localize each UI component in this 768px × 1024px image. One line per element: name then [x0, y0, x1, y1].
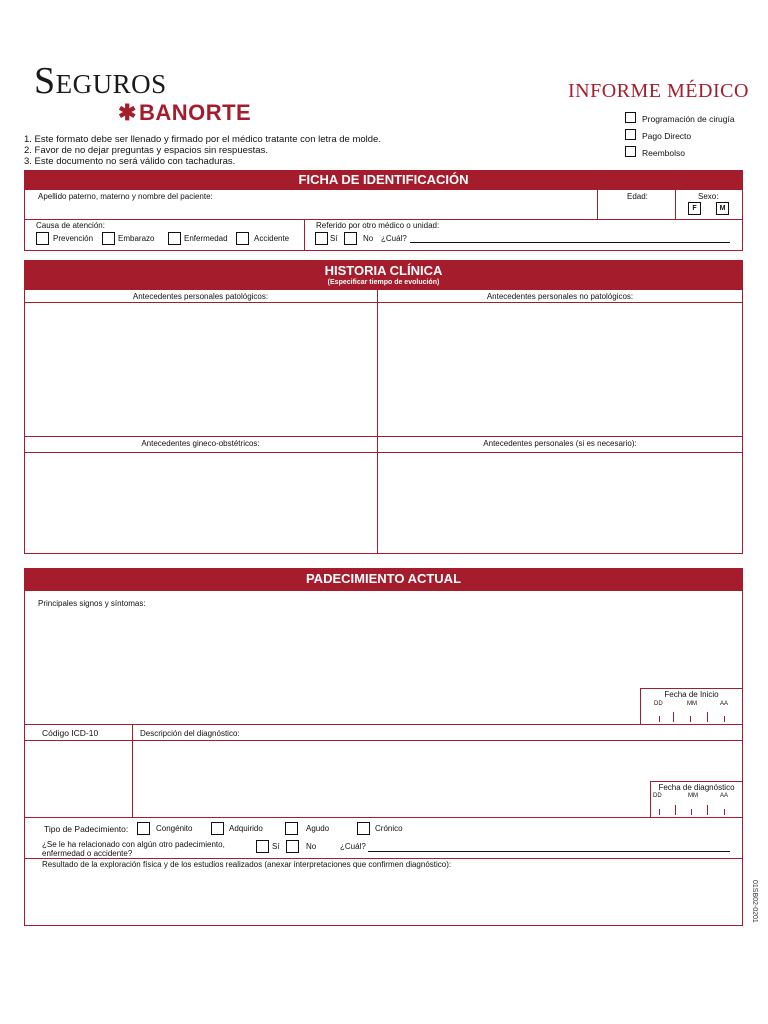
padecimiento-header: PADECIMIENTO ACTUAL: [24, 568, 743, 590]
fecha-inicio-dd: DD: [654, 701, 663, 707]
adquirido-label: Adquirido: [229, 824, 263, 833]
fecha-diag-dd: DD: [653, 793, 662, 799]
icd-field[interactable]: [26, 742, 130, 815]
fecha-inicio-box-top: [640, 688, 743, 689]
referido-si-checkbox[interactable]: [315, 232, 328, 245]
reembolso-checkbox[interactable]: [625, 146, 636, 157]
sexo-m-box[interactable]: M: [716, 202, 729, 215]
historia-header: [24, 260, 743, 289]
padecimiento-row-line-4: [24, 858, 743, 859]
referido-no-checkbox[interactable]: [344, 232, 357, 245]
fecha-inicio-field[interactable]: [645, 708, 739, 722]
relacionado-label: [42, 840, 225, 858]
prevencion-label: Prevención: [53, 234, 94, 243]
ap-patologicos-field[interactable]: [26, 304, 375, 434]
padecimiento-row-line-3: [24, 817, 743, 818]
enfermedad-checkbox[interactable]: [168, 232, 181, 245]
resultado-label: Resultado de la exploración física y de los estudios realizados (anexar interpretaciones que confirmen diagnóstico):: [42, 860, 452, 869]
historia-subtitle: (Especificar tiempo de evolución): [327, 279, 440, 286]
programacion-cirugia-label: Programación de cirugía: [642, 114, 735, 124]
fecha-inicio-mm: MM: [687, 701, 697, 707]
instruction-3: 3. Este documento no será válido con tachaduras.: [24, 156, 236, 167]
historia-row3-line: [24, 452, 743, 453]
adquirido-checkbox[interactable]: [211, 822, 224, 835]
instruction-1: 1. Este formato debe ser llenado y firmado por el médico tratante con letra de molde.: [24, 134, 381, 145]
instructions: [24, 134, 381, 167]
icd-label: Código ICD-10: [42, 728, 99, 738]
relacionado-cual-field[interactable]: [368, 851, 730, 852]
descripcion-label: Descripción del diagnóstico:: [140, 729, 240, 738]
fecha-diag-mm: MM: [688, 793, 698, 799]
referido-label: Referido por otro médico o unidad:: [316, 221, 440, 230]
referido-cual-label: ¿Cuál?: [381, 234, 407, 243]
congenito-label: Congénito: [156, 824, 193, 833]
embarazo-checkbox[interactable]: [102, 232, 115, 245]
relacionado-line-1: ¿Se le ha relacionado con algún otro padecimiento,: [42, 840, 225, 849]
document-title: INFORME MÉDICO: [568, 80, 749, 102]
historia-row1-line: [24, 302, 743, 303]
causa-label: Causa de atención:: [36, 221, 105, 230]
fecha-diagnostico-field[interactable]: [654, 800, 740, 814]
tipo-label: Tipo de Padecimiento:: [44, 824, 129, 834]
edad-field[interactable]: [605, 203, 669, 217]
seguros-wordmark: Seguros: [34, 60, 167, 102]
fecha-diagnostico-label: Fecha de diagnóstico: [658, 783, 735, 792]
pago-directo-checkbox[interactable]: [625, 129, 636, 140]
ap-no-patologicos-field[interactable]: [380, 304, 741, 434]
historia-row2-line: [24, 436, 743, 437]
relacionado-si-checkbox[interactable]: [256, 840, 269, 853]
referido-si-label: Sí: [330, 234, 338, 243]
banorte-mark-icon: ✱: [118, 100, 137, 125]
ap-necesario-label: Antecedentes personales (si es necesario):: [483, 439, 637, 448]
reembolso-label: Reembolso: [642, 148, 685, 158]
ficha-header: FICHA DE IDENTIFICACIÓN: [24, 170, 743, 189]
congenito-checkbox[interactable]: [137, 822, 150, 835]
signos-field[interactable]: [36, 611, 636, 721]
banorte-logo: [118, 100, 251, 126]
fecha-inicio-label: Fecha de Inicio: [664, 690, 719, 699]
resultado-field[interactable]: [36, 872, 726, 924]
cronico-label: Crónico: [375, 824, 403, 833]
enfermedad-label: Enfermedad: [184, 234, 228, 243]
accidente-checkbox[interactable]: [236, 232, 249, 245]
sexo-f-box[interactable]: F: [688, 202, 701, 215]
embarazo-label: Embarazo: [118, 234, 155, 243]
relacionado-si-label: Sí: [272, 842, 280, 851]
descripcion-field[interactable]: [136, 742, 636, 815]
sexo-label: Sexo:: [698, 192, 719, 201]
gineco-label: Antecedentes gineco-obstétricos:: [141, 439, 260, 448]
agudo-checkbox[interactable]: [285, 822, 298, 835]
ficha-divider: [24, 219, 743, 220]
historia-center-line: [377, 289, 378, 554]
nombre-field[interactable]: [38, 203, 588, 217]
relacionado-no-label: No: [306, 842, 317, 851]
pago-directo-label: Pago Directo: [642, 131, 692, 141]
ficha-vline-sexo: [675, 189, 676, 219]
fecha-diag-aa: AA: [720, 793, 729, 799]
nombre-label: Apellido paterno, materno y nombre del paciente:: [38, 192, 213, 201]
ap-no-patologicos-label: Antecedentes personales no patológicos:: [486, 292, 634, 301]
seguros-logo-text: [34, 62, 167, 100]
fecha-diag-box-top: [650, 781, 743, 782]
banorte-wordmark: BANORTE: [138, 100, 252, 125]
form-code: 01SB02-0201: [751, 880, 758, 923]
gineco-field[interactable]: [26, 454, 375, 552]
instruction-2: 2. Favor de no dejar preguntas y espacios sin respuestas.: [24, 145, 268, 156]
relacionado-line-2: enfermedad o accidente?: [42, 849, 133, 858]
accidente-label: Accidente: [254, 234, 290, 243]
referido-cual-field[interactable]: [410, 242, 730, 243]
prevencion-checkbox[interactable]: [36, 232, 49, 245]
fecha-inicio-aa: AA: [720, 701, 729, 707]
ficha-vline-edad: [597, 189, 598, 219]
cronico-checkbox[interactable]: [357, 822, 370, 835]
ap-patologicos-label: Antecedentes personales patológicos:: [132, 292, 269, 301]
relacionado-no-checkbox[interactable]: [286, 840, 299, 853]
agudo-label: Agudo: [306, 824, 330, 833]
ficha-vline-causa: [304, 219, 305, 251]
edad-label: Edad:: [627, 192, 648, 201]
signos-label: Principales signos y síntomas:: [38, 599, 146, 608]
referido-no-label: No: [363, 234, 374, 243]
programacion-cirugia-checkbox[interactable]: [625, 112, 636, 123]
relacionado-cual-label: ¿Cuál?: [340, 842, 366, 851]
ap-necesario-field[interactable]: [380, 454, 741, 552]
icd-divider: [132, 724, 133, 817]
historia-title: HISTORIA CLÍNICA: [324, 263, 443, 278]
